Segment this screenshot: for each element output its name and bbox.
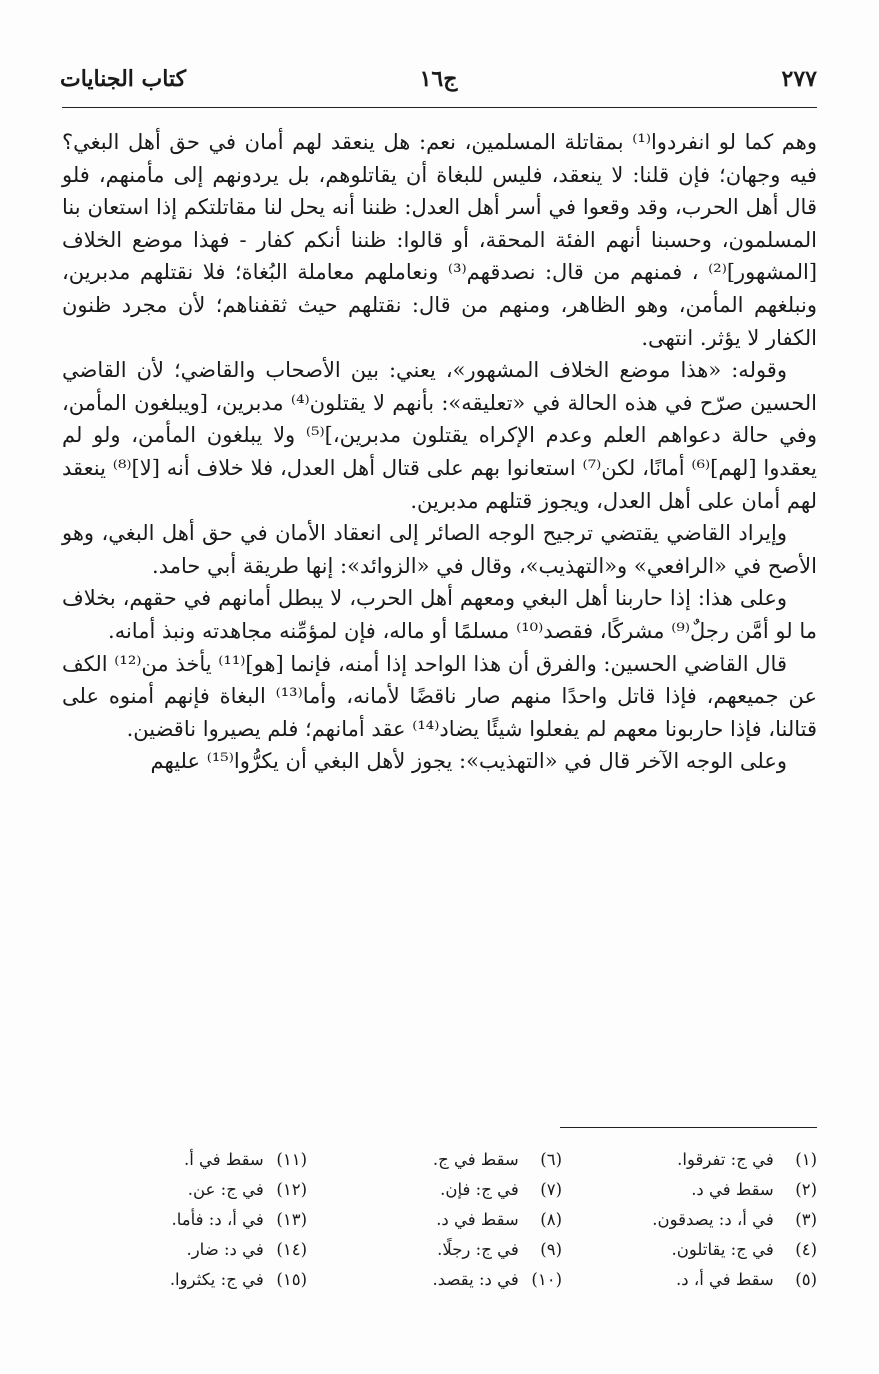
footnote <box>577 1205 817 1235</box>
main-text <box>62 126 817 778</box>
footnote-text: سقط في أ. <box>183 1150 264 1169</box>
footnote-number: (٧) <box>540 1180 562 1199</box>
footnote-text: في ج: تفرقوا. <box>677 1150 774 1169</box>
footnote <box>67 1175 307 1205</box>
footnote <box>322 1205 562 1235</box>
footnote-number: (٤) <box>795 1240 817 1259</box>
paragraph: وعلى هذا: إذا حاربنا أهل البغي ومعهم أهل الحرب، لا يبطل أمانهم في حقهم، بخلاف ما لو أمَّن رجلٌ⁽⁹⁾ مشركًا، فقصد⁽¹⁰⁾ مسلمًا أو ماله، فإن لمؤمِّنه مجاهدته ونبذ أمانه. <box>62 586 817 643</box>
page-number: ٢٧٧ <box>781 66 817 92</box>
footnote-number: (١٠) <box>531 1270 562 1289</box>
footnote <box>67 1205 307 1235</box>
book-title: كتاب الجنايات <box>60 66 187 92</box>
footnote-text: في ج: عن. <box>187 1180 264 1199</box>
footnote-number: (٦) <box>540 1150 562 1169</box>
footnote-text: سقط في أ، د. <box>676 1270 774 1289</box>
footnote-number: (١١) <box>276 1150 307 1169</box>
footnote-text: في د: ضار. <box>186 1240 264 1259</box>
footnote <box>67 1235 307 1265</box>
footnote-text: في أ، د: يصدقون. <box>652 1210 774 1229</box>
volume-label: ج١٦ <box>419 66 458 92</box>
footnote-text: في ج: فإن. <box>440 1180 519 1199</box>
footnote-number: (١) <box>795 1150 817 1169</box>
footnote-number: (١٤) <box>276 1240 307 1259</box>
footnote-column-1 <box>577 1145 817 1295</box>
footnote <box>577 1235 817 1265</box>
paragraph: وقوله: «هذا موضع الخلاف المشهور»، يعني: بين الأصحاب والقاضي؛ لأن القاضي الحسين صرّح في هذه الحالة في «تعليقه»: بأنهم لا يقتلون⁽⁴⁾ مدبرين، [ويبلغون المأمن، وفي حالة دعواهم العلم وعدم الإكراه يقتلون مدبرين،]⁽⁵⁾ ولا يبلغون المأمن، ولو لم يعقدوا [لهم]⁽⁶⁾ أمانًا، لكن⁽⁷⁾ استعانوا بهم على قتال أهل العدل، فلا خلاف أنه [لا]⁽⁸⁾ ينعقد لهم أمان على أهل العدل، ويجوز قتلهم مدبرين. <box>62 358 818 513</box>
footnote-number: (٣) <box>795 1210 817 1229</box>
footnote-number: (١٢) <box>276 1180 307 1199</box>
footnote <box>577 1175 817 1205</box>
footnote-rule <box>560 1127 817 1128</box>
paragraph: قال القاضي الحسين: والفرق أن هذا الواحد إذا أمنه، فإنما [هو]⁽¹¹⁾ يأخذ من⁽¹²⁾ الكف عن جميعهم، فإذا قاتل واحدًا منهم صار ناقضًا لأمانه، وأما⁽¹³⁾ البغاة فإنهم أمنوه على قتالنا، فإذا حاربونا معهم لم يفعلوا شيئًا يضاد⁽¹⁴⁾ عقد أمانهم؛ فلم يصيروا ناقضين. <box>62 651 818 741</box>
footnote <box>577 1145 817 1175</box>
footnote-text: في ج: يكثروا. <box>169 1270 264 1289</box>
footnote-text: سقط في د. <box>691 1180 774 1199</box>
footnote-text: سقط في د. <box>436 1210 519 1229</box>
footnote-number: (٥) <box>795 1270 817 1289</box>
running-header <box>60 62 817 96</box>
footnote <box>322 1265 562 1295</box>
footnote-number: (٩) <box>540 1240 562 1259</box>
footnote-number: (١٣) <box>276 1210 307 1229</box>
footnote <box>322 1145 562 1175</box>
footnote <box>67 1145 307 1175</box>
footnote <box>322 1175 562 1205</box>
footnote-text: سقط في ج. <box>432 1150 519 1169</box>
footnote-column-2 <box>322 1145 562 1295</box>
footnote-text: في د: يقصد. <box>432 1270 519 1289</box>
footnote <box>67 1265 307 1295</box>
paragraph: وعلى الوجه الآخر قال في «التهذيب»: يجوز لأهل البغي أن يكرُّوا⁽¹⁵⁾ عليهم <box>150 749 787 774</box>
footnote-text: في ج: يقاتلون. <box>671 1240 774 1259</box>
footnote <box>322 1235 562 1265</box>
header-rule <box>62 107 817 108</box>
footnote-text: في ج: رجلًا. <box>437 1240 519 1259</box>
footnote-column-3 <box>67 1145 307 1295</box>
paragraph: وإيراد القاضي يقتضي ترجيح الوجه الصائر إلى انعقاد الأمان في حق أهل البغي، وهو الأصح في «الرافعي» و«التهذيب»، وقال في «الزوائد»: إنها طريقة أبي حامد. <box>62 521 817 578</box>
footnotes <box>62 1145 817 1315</box>
paragraph: وهم كما لو انفردوا⁽¹⁾ بمقاتلة المسلمين، نعم: هل ينعقد لهم أمان في حق أهل البغي؟ فيه وجهان؛ فإن قلنا: لا ينعقد، فليس للبغاة أن يقاتلوهم، بل يردونهم إلى مأمنهم، فلو قال أهل الحرب، وقد وقعوا في أسر أهل العدل: ظننا أنه يحل لنا مقاتلتكم إذا استعان بنا المسلمون، وحسبنا أنهم الفئة المحقة، أو قالوا: ظننا أنكم كفار - فهذا موضع الخلاف [المشهور]⁽²⁾ ، فمنهم من قال: نصدقهم⁽³⁾ ونعاملهم معاملة البُغاة؛ فلا نقتلهم مدبرين، ونبلغهم المأمن، وهو الظاهر، ومنهم من قال: نقتلهم حيث ثقفناهم؛ لأن مجرد ظنون الكفار لا يؤثر. انتهى. <box>62 130 818 350</box>
footnote <box>577 1265 817 1295</box>
footnote-number: (٨) <box>540 1210 562 1229</box>
footnote-number: (٢) <box>795 1180 817 1199</box>
footnote-text: في أ، د: فأما. <box>171 1210 264 1229</box>
footnote-number: (١٥) <box>276 1270 307 1289</box>
